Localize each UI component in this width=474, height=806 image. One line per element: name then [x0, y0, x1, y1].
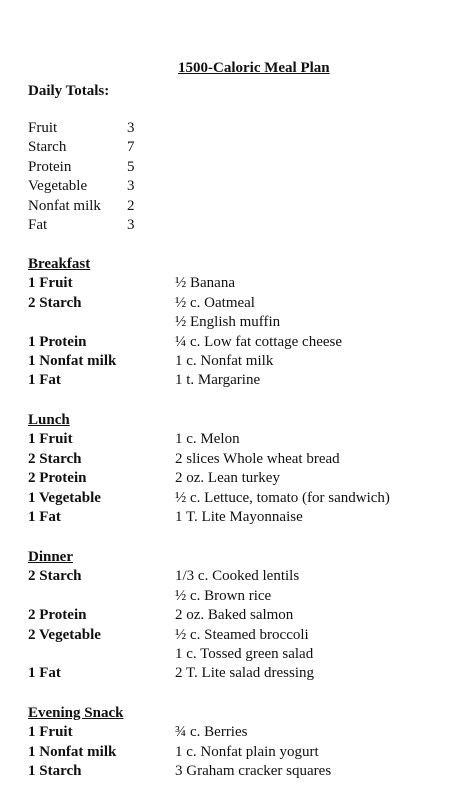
food-group: 1 Starch	[28, 763, 82, 780]
meal-row	[28, 723, 248, 742]
meal-row	[28, 430, 240, 449]
meal-row	[28, 313, 281, 332]
meal-row	[28, 333, 342, 352]
food-group: 1 Fruit	[28, 724, 73, 741]
dinner-section	[28, 548, 314, 684]
food-item: ½ c. Lettuce, tomato (for sandwich)	[175, 489, 390, 506]
food-item: 1 t. Margarine	[175, 372, 261, 389]
food-group: 1 Nonfat milk	[28, 352, 117, 369]
food-item: 2 slices Whole wheat bread	[175, 450, 340, 467]
total-count: 3	[127, 216, 135, 233]
section-heading: Lunch	[28, 412, 70, 428]
food-group: 1 Fruit	[28, 275, 73, 292]
food-group: 1 Fat	[28, 508, 61, 525]
meal-row	[28, 508, 303, 527]
meal-row	[28, 587, 272, 606]
food-item: 1 c. Melon	[175, 431, 240, 448]
meal-row	[28, 294, 255, 313]
evening-snack-section	[28, 704, 332, 782]
breakfast-section	[28, 255, 342, 391]
page-title: 1500-Caloric Meal Plan	[178, 60, 330, 76]
food-group: 1 Fat	[28, 372, 61, 389]
meal-row	[28, 274, 235, 293]
food-group: 1 Protein	[28, 333, 87, 350]
meal-row	[28, 743, 319, 762]
food-item: ½ English muffin	[175, 314, 281, 331]
meal-row	[28, 567, 300, 586]
food-item: 1 c. Nonfat plain yogurt	[175, 743, 319, 760]
food-group: 1 Vegetable	[28, 489, 101, 506]
food-item: 1 c. Tossed green salad	[175, 645, 314, 662]
food-item: 2 T. Lite salad dressing	[175, 665, 314, 682]
lunch-section	[28, 411, 390, 527]
food-group: 2 Starch	[28, 450, 82, 467]
total-name: Nonfat milk	[28, 197, 101, 214]
meal-row	[28, 606, 294, 625]
food-group: 2 Protein	[28, 607, 87, 624]
food-group: 2 Protein	[28, 470, 87, 487]
total-name: Protein	[28, 158, 72, 175]
total-count: 3	[127, 120, 135, 136]
food-group: 2 Vegetable	[28, 626, 101, 643]
section-heading: Evening Snack	[28, 705, 124, 721]
total-count: 5	[127, 158, 135, 175]
total-name: Starch	[28, 139, 67, 156]
food-item: ¼ c. Low fat cottage cheese	[175, 333, 342, 350]
meal-row	[28, 469, 280, 488]
food-item: 1 T. Lite Mayonnaise	[175, 508, 303, 525]
food-group: 2 Starch	[28, 294, 82, 311]
food-item: 1 c. Nonfat milk	[175, 352, 274, 369]
daily-totals-heading: Daily Totals:	[28, 83, 110, 99]
food-item: 2 oz. Baked salmon	[175, 607, 294, 624]
food-group: 1 Fat	[28, 665, 61, 682]
food-group: 1 Nonfat milk	[28, 743, 117, 760]
meal-row	[28, 664, 314, 683]
total-name: Fat	[28, 216, 48, 233]
meal-row	[28, 352, 274, 371]
meal-row	[28, 645, 314, 664]
meal-row	[28, 762, 332, 781]
total-name: Vegetable	[28, 178, 88, 195]
food-item: ½ Banana	[175, 275, 235, 292]
food-item: 3 Graham cracker squares	[175, 763, 332, 780]
meal-row	[28, 450, 340, 469]
total-count: 7	[127, 139, 135, 156]
food-item: 1/3 c. Cooked lentils	[175, 568, 300, 585]
food-group: 2 Starch	[28, 568, 82, 585]
meal-row	[28, 371, 261, 390]
food-item: 2 oz. Lean turkey	[175, 470, 280, 487]
meal-row	[28, 489, 390, 508]
food-group: 1 Fruit	[28, 431, 73, 448]
food-item: ¾ c. Berries	[175, 724, 248, 741]
total-name: Fruit	[28, 120, 58, 136]
food-item: ½ c. Brown rice	[175, 587, 272, 604]
food-item: ½ c. Steamed broccoli	[175, 626, 309, 643]
food-item: ½ c. Oatmeal	[175, 294, 255, 311]
total-count: 2	[127, 197, 135, 214]
section-heading: Breakfast	[28, 256, 91, 272]
total-count: 3	[127, 178, 135, 195]
section-heading: Dinner	[28, 549, 73, 565]
meal-row	[28, 626, 309, 645]
